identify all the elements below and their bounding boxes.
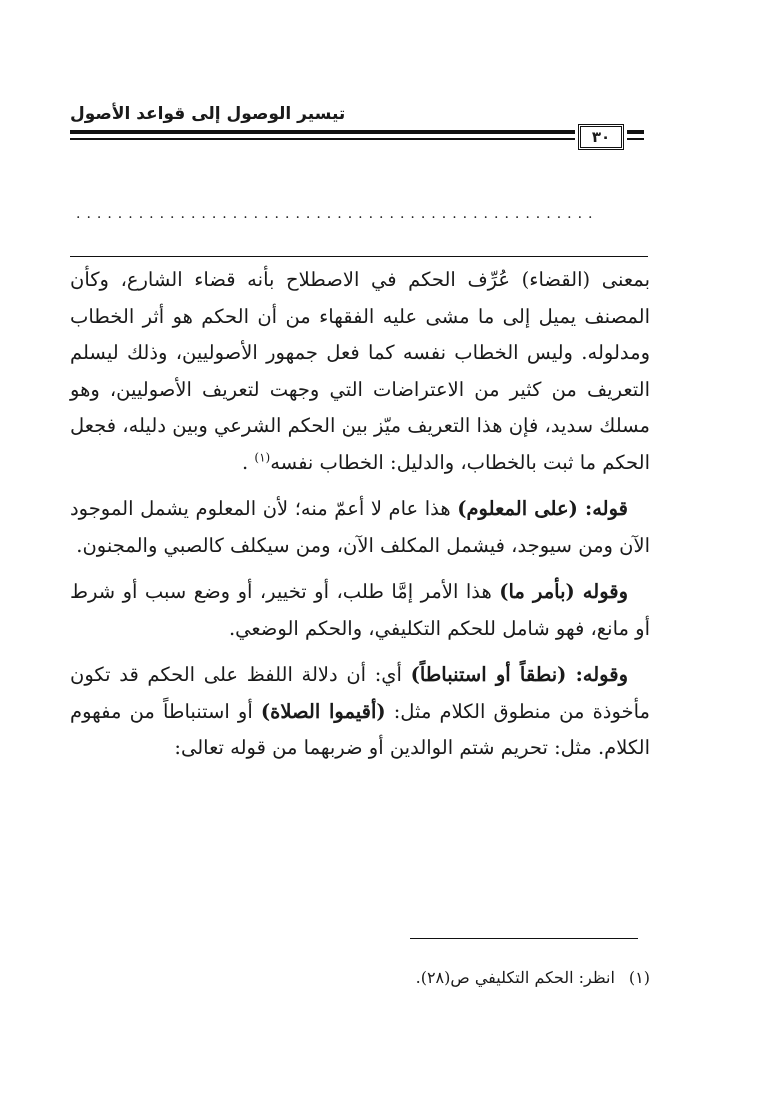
paragraph-2-lead: قوله: (على المعلوم) (457, 497, 628, 520)
footnote-text: انظر: الحكم التكليفي ص(٢٨). (415, 968, 615, 987)
footnote (70, 966, 650, 990)
header-rule-stub-thick (627, 130, 644, 134)
paragraph-2 (70, 491, 650, 564)
paragraph-4-text-b: أو استنباطاً من مفهوم الكلام. مثل: تحريم شتم الوالدين أو ضربهما من قوله تعالى: (70, 699, 650, 759)
paragraph-2-text: هذا عام لا أعمّ منه؛ لأن المعلوم يشمل الموجود الآن ومن سيوجد، فيشمل المكلف الآن، ومن سيكلف كالصبي والمجنون. (70, 497, 650, 557)
quran-quote: (أقيموا الصلاة) (260, 699, 386, 723)
paragraph-3-lead: وقوله (بأمر ما) (499, 580, 629, 603)
footnote-reference[interactable]: (١) (254, 450, 271, 464)
section-rule (70, 256, 648, 257)
footnote-rule (410, 938, 638, 939)
paragraph-4-text-a: أي: أن دلالة اللفظ على الحكم قد تكون مأخوذة من منطوق الكلام مثل: (70, 663, 650, 723)
paragraph-3-text: هذا الأمر إمَّا طلب، أو تخيير، أو وضع سبب أو شرط أو مانع، فهو شامل للحكم التكليفي، والحكم الوضعي. (70, 580, 650, 640)
page-header (70, 100, 644, 154)
footnote-number: (١) (628, 968, 650, 987)
paragraph-3 (70, 574, 650, 647)
page-number: ٣٠ (578, 124, 624, 150)
paragraph-1-end: . (241, 450, 255, 474)
header-rule-thick (70, 130, 575, 134)
dotted-separator: .................................................. (76, 206, 599, 222)
main-text (70, 262, 650, 767)
paragraph-1-text: بمعنى (القضاء) عُرِّف الحكم في الاصطلاح بأنه قضاء الشارع، وكأن المصنف يميل إلى ما مشى عليه الفقهاء من أن الحكم هو أثر الخطاب ومدلوله. وليس الخطاب نفسه كما فعل جمهور الأصوليين، وذلك ليسلم التعريف من كثير من الاعتراضات التي وجهت لتعريف الأصوليين، وهو مسلك سديد، فإن هذا التعريف ميّز بين الحكم الشرعي وبين دليله، فجعل الحكم ما ثبت بالخطاب، والدليل: الخطاب نفسه (70, 268, 650, 474)
header-rule-stub-thin (627, 138, 644, 140)
paragraph-1 (70, 262, 650, 481)
running-title: تيسير الوصول إلى قواعد الأصول (70, 104, 346, 124)
paragraph-4-lead: وقوله: (نطقاً أو استنباطاً) (410, 663, 628, 686)
paragraph-4 (70, 657, 650, 767)
header-rule-thin (70, 138, 575, 140)
